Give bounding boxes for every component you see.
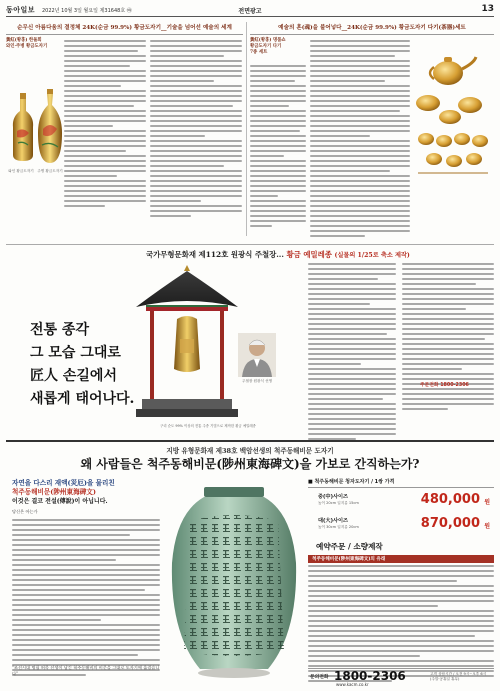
slogan-line: 새롭게 태어나다. (30, 391, 135, 407)
price-unit: 원 (484, 523, 490, 530)
ad-body-text (250, 65, 306, 230)
masthead (6, 4, 494, 17)
artisan-portrait (238, 333, 276, 377)
ad-body-text-2 (150, 40, 242, 220)
banner-main: 국가무형문화재 제112호 원광식 주철장... (146, 250, 287, 259)
slogan-line: 전통 종각 (30, 322, 89, 338)
bell-order-phone: 주문전화 1800-2306 (420, 383, 469, 388)
ad-title: 순무신 아름다움의 결정체 24K(순금 99.9%) 황금도자기__기술을 넘어선 예술의 세계 (6, 19, 243, 35)
phone-box (308, 668, 494, 685)
lead-line-2: 척주동해비문(陟州東海碑文) (12, 488, 97, 496)
price-row (308, 491, 494, 515)
phone-label: 문의전화 (310, 675, 329, 680)
item-dimensions: 높이 30cm 입지름 20cm (318, 525, 359, 529)
slogan-line: 匠人 손길에서 (30, 368, 117, 384)
issue-date: 2022년 10월 3일 월요일 제31648호 ㉳ (42, 8, 132, 14)
lead-line-3: 이것은 결코 전설(傳說)이 아닙니다. (12, 498, 108, 505)
caption-wine: 와인 황금도자기 (8, 169, 34, 173)
bell-text-col-2 (402, 263, 494, 413)
ad-golden-bell (6, 244, 494, 437)
phone-hours-note: 고객 상담시간 / 오전 9시~오후 6시 (주말·공휴일 휴무) (430, 672, 487, 681)
section-label: 전면광고 (238, 8, 262, 15)
price-list (308, 478, 494, 685)
bell-caption: 구리 순도 99% 이상의 전통 주종 기법으로 제작한 황금 예밀레종 (160, 424, 256, 428)
price-header: ■ 척주동해비문 청자도자기 / 1쌍 가격 (308, 478, 494, 488)
banner-note: (실물의 1/25로 축소 제작) (334, 252, 410, 259)
phone-number[interactable]: 1800-2306 (334, 669, 406, 683)
origin-text (308, 565, 494, 682)
celadon-jar-image (166, 483, 302, 683)
ad-stele-ceramic (6, 440, 494, 688)
website-link[interactable]: www.kacm.co.kr (336, 682, 369, 687)
page-number: 13 (481, 4, 494, 14)
lead-line-1: 자연을 다스리 재액(災厄)을 물리친 (12, 479, 115, 487)
ad-golden-tea-set (250, 19, 494, 239)
slogan-line: 그 모습 그대로 (30, 345, 121, 361)
item-price: 870,000 (420, 516, 480, 531)
jug-bottle-image (37, 89, 63, 165)
portrait-caption: 주철장 원광식 선생 (241, 379, 273, 383)
detail-note: "조선시대 명필 허목 선생이 남긴 척주동해비의 비문을 그대로 도자기에 옮겼습니다" (12, 665, 160, 676)
item-size: 대(大)사이즈 (318, 518, 348, 524)
ad-golden-ceramics (6, 19, 243, 239)
ad-body-text (64, 40, 146, 210)
ad-supertitle: 지방 유형문화재 제38호 백암선생의 척주동해비문 도자기 (166, 447, 334, 455)
newspaper-logo: 동아일보 (6, 6, 36, 14)
stele-body-text (12, 519, 160, 679)
bell-pavilion-image (132, 261, 242, 421)
ad-headline: 왜 사람들은 척주동해비문(陟州東海碑文)을 가보로 간직하는가? (80, 457, 420, 471)
body-intro: 당신은 아는가 (12, 509, 38, 514)
stele-ad-left (6, 479, 306, 676)
bell-text-col-1 (308, 263, 396, 443)
item-dimensions: 높이 20cm 입지름 15cm (318, 501, 359, 505)
order-label: 예약주문 / 소량제작 (316, 542, 383, 551)
caption-jug: 주병 황금도자기 (37, 169, 63, 173)
column-divider (246, 22, 247, 236)
ad-headline: 黃紅(황홍) 명품쇼 황금도자기 다기 7종 세트 (250, 38, 286, 55)
wine-bottle-image (12, 93, 34, 163)
bell-banner (146, 249, 410, 260)
ad-title: 예술의 혼(魂)을 불어넣다__24K(순금 99.9%) 황금도자기 다기(茶器)세트 (250, 19, 494, 35)
tea-set-image (414, 43, 492, 183)
ad-body-text-2 (310, 40, 410, 240)
slogan (30, 319, 134, 411)
price-row (308, 515, 494, 539)
banner-product: 황금 예밀레종 (286, 250, 332, 259)
feature-label: 척주동해비문(陟州東海碑文)의 유래 (308, 555, 494, 563)
item-price: 480,000 (420, 492, 480, 507)
item-size: 중(中)사이즈 (318, 494, 348, 500)
price-unit: 원 (484, 499, 490, 506)
ad-headline: 黃紅(황홍) 한돌회 와인·주병 황금도자기 (6, 38, 48, 49)
